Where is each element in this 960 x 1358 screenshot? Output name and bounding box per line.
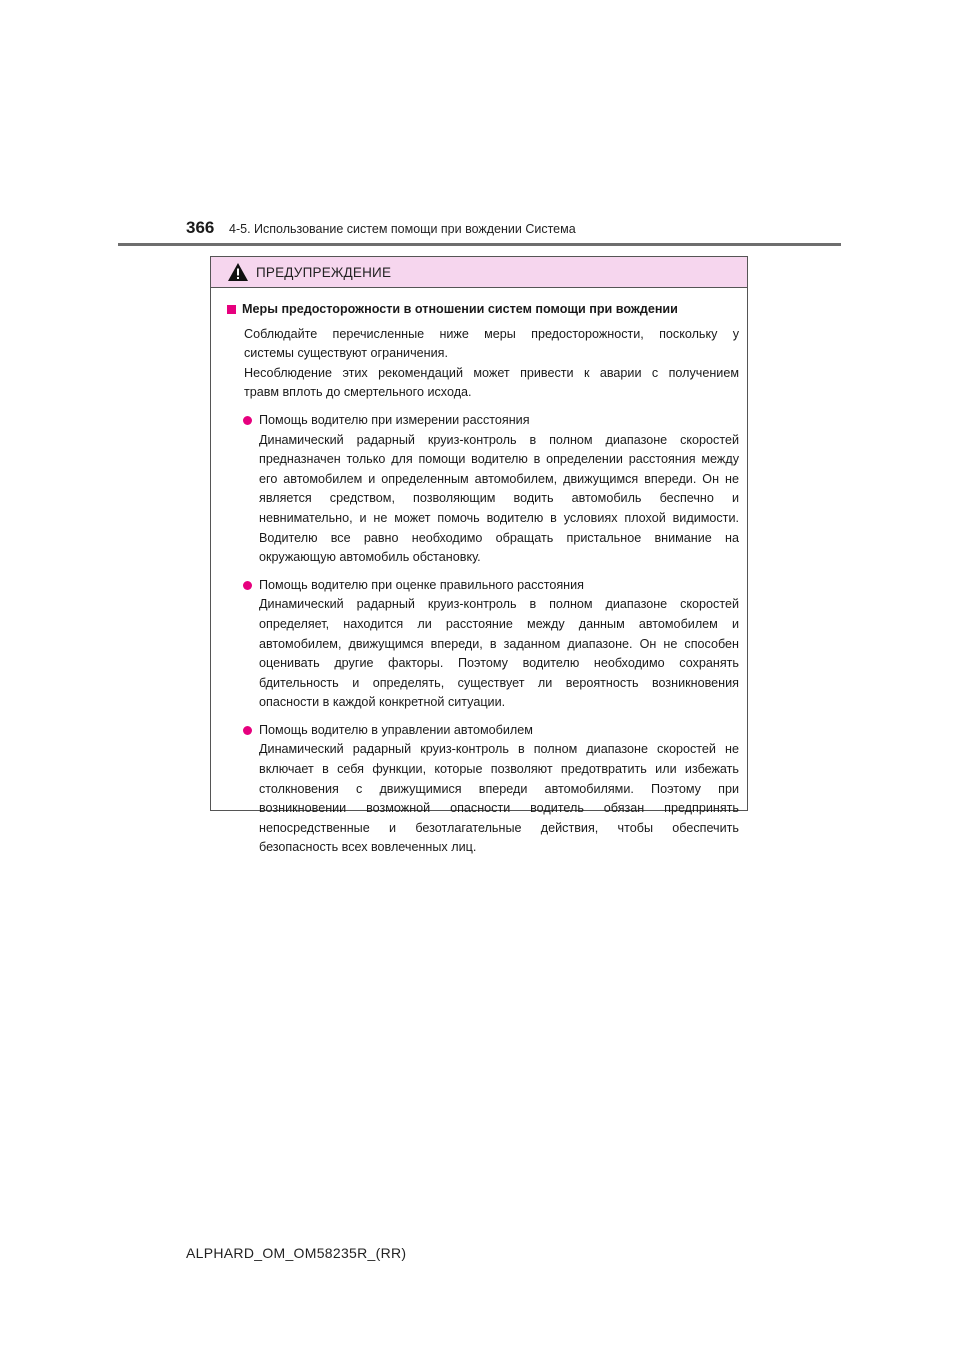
- item-line: Динамический радарный круиз-контроль в полном диапазоне скоростей: [259, 597, 739, 612]
- item-line: безопасность всех вовлеченных лиц.: [259, 840, 477, 855]
- warning-item-body: [243, 595, 739, 713]
- item-line: окружающую автомобиль обстановку.: [259, 550, 481, 565]
- item-line: непосредственные и безотлагательные действия, чтобы обеспечить: [259, 820, 739, 835]
- warning-heading: [227, 300, 739, 320]
- warning-item-title: [243, 721, 739, 741]
- warning-item-title: [243, 576, 739, 596]
- item-line: его автомобилем и определенным автомобилем, движущимся впереди. Он не: [259, 471, 739, 486]
- square-bullet-icon: [227, 305, 236, 314]
- warning-item: [227, 576, 739, 713]
- warning-title: ПРЕДУПРЕЖДЕНИЕ: [256, 264, 392, 280]
- item-title-text: Помощь водителю при оценке правильного расстояния: [259, 577, 584, 592]
- item-line: определяет, находится ли расстояние между данным автомобилем и: [259, 616, 739, 631]
- intro-line: травм вплоть до смертельного исхода.: [244, 385, 472, 400]
- item-line: столкновения с движущимися впереди автомобилями. Поэтому при: [259, 781, 739, 796]
- item-line: Динамический радарный круиз-контроль в полном диапазоне скоростей: [259, 432, 739, 447]
- intro-line: Несоблюдение этих рекомендаций может привести к аварии с получением: [244, 365, 739, 380]
- round-bullet-icon: [243, 416, 252, 425]
- item-line: Водителю все равно необходимо обращать пристальное внимание на: [259, 530, 739, 545]
- intro-line: Соблюдайте перечисленные ниже меры предосторожности, поскольку у: [244, 326, 739, 341]
- warning-content: [211, 288, 747, 858]
- header-divider: [118, 243, 841, 246]
- item-line: бдительность и определять, существует ли вероятность возникновения: [259, 675, 739, 690]
- round-bullet-icon: [243, 581, 252, 590]
- warning-intro: [227, 325, 739, 403]
- round-bullet-icon: [243, 726, 252, 735]
- item-line: невнимательно, и не может помочь водителю в условиях плохой видимости.: [259, 510, 739, 525]
- warning-box: [210, 256, 748, 855]
- item-line: предназначен только для помощи водителю в определении расстояния между: [259, 452, 739, 467]
- warning-header: [211, 257, 747, 288]
- intro-line: системы существуют ограничения.: [244, 346, 448, 361]
- item-line: возникновении возможной опасности водитель обязан предпринять: [259, 801, 739, 816]
- warning-heading-text: Меры предосторожности в отношении систем помощи при вождении: [242, 302, 678, 316]
- item-line: автомобилем, движущимся впереди, в заданном диапазоне. Он не способен: [259, 636, 739, 651]
- page-number: 366: [186, 218, 215, 237]
- item-title-text: Помощь водителю в управлении автомобилем: [259, 722, 533, 737]
- warning-item-body: [243, 431, 739, 568]
- item-line: является средством, позволяющим водить автомобиль беспечно и: [259, 491, 739, 506]
- warning-item-title: [243, 411, 739, 431]
- warning-item: [227, 411, 739, 568]
- item-line: опасности в каждой конкретной ситуации.: [259, 695, 506, 710]
- warning-item-body: [243, 740, 739, 858]
- item-line: Динамический радарный круиз-контроль в полном диапазоне скоростей не: [259, 742, 739, 757]
- item-line: оценивать другие факторы. Поэтому водителю необходимо сохранять: [259, 656, 739, 671]
- section-title: 4-5. Использование систем помощи при вождении Система: [229, 222, 576, 236]
- item-title-text: Помощь водителю при измерении расстояния: [259, 412, 530, 427]
- document-code: ALPHARD_OM_OM58235R_(RR): [186, 1245, 407, 1261]
- warning-item: [227, 721, 739, 858]
- warning-triangle-icon: [227, 262, 249, 282]
- item-line: включает в себя функции, которые позволяют предотвратить или избежать: [259, 762, 739, 777]
